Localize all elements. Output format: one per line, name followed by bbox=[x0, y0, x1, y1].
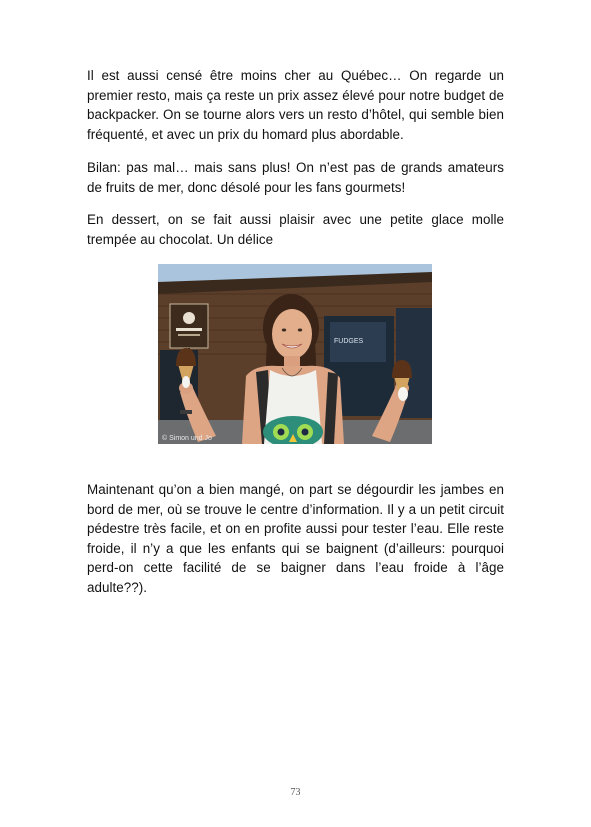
photo-illustration bbox=[158, 264, 432, 444]
paragraph-verdict: Bilan: pas mal… mais sans plus! On n’est pas de grands amateurs de fruits de mer, donc désolé pour les fans gourmets! bbox=[87, 160, 504, 195]
shop-sign-text: FUDGES bbox=[334, 338, 364, 345]
paragraph-dessert: En dessert, on se fait aussi plaisir avec une petite glace molle trempée au chocolat. Un délice bbox=[87, 212, 504, 247]
paragraph-seaside-walk: Maintenant qu’on a bien mangé, on part se dégourdir les jambes en bord de mer, où se trouve le centre d’information. Il y a un petit circuit pédestre très facile, et on en profite aussi pour tester l’eau. Elle reste froide, il n’y a que les enfants qui se baignent (d’ailleurs: pourquoi perd-on cette facilité de se baigner dans l’eau froide à l’âge adulte??). bbox=[87, 482, 504, 595]
paragraph-lobster-price: Il est aussi censé être moins cher au Québec… On regarde un premier resto, mais ça reste un prix assez élevé pour notre budget de backpacker. On se tourne alors vers un resto d’hôtel, qui semble bien fréquenté, et avec un prix du homard plus abordable. bbox=[87, 68, 504, 142]
page-number: 73 bbox=[290, 787, 301, 798]
ice-cream-photo bbox=[158, 264, 432, 444]
photo-credit: © Simon und Jo bbox=[162, 435, 212, 442]
